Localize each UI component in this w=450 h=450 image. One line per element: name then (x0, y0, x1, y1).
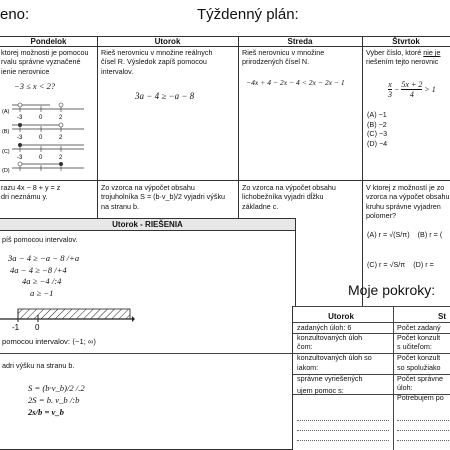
tick-a-3: 2 (59, 115, 63, 121)
pondelok-task1: ktorej možnosti je pomocou rvalu správne vyznačené ienie nerovnice (1, 48, 89, 76)
progress-col-utorok: Utorok (328, 312, 354, 321)
tick-b-1: -3 (17, 135, 23, 141)
tick-b-2: 0 (39, 135, 43, 141)
solution-title: Utorok - RIEŠENIA (0, 219, 295, 231)
number-line-options (0, 95, 96, 175)
tick-a-2: 0 (39, 115, 43, 121)
stvrtok-options (367, 110, 387, 148)
stvrtok-task2: V ktorej z možností je zo vzorca na výpočet obsahu kruhu správne vyjadren polomer? (366, 183, 450, 221)
streda-inequality: −4x + 4 − 2x − 4 < 2x − 2x − 1 (246, 78, 345, 87)
col-utorok: Utorok (154, 37, 181, 46)
solution-part2-intro: adri výšku na stranu b. (2, 361, 75, 370)
pondelok-inequality: −3 ≤ x < 2? (14, 81, 56, 91)
tick-c-3: 2 (59, 155, 63, 161)
progress-col-next: St (438, 312, 446, 321)
solution-steps: 3a − 4 ≥ −a − 8 /+a 4a − 4 ≥ −8 /+4 4a ≥ −4 /:4 a ≥ −1 (8, 253, 80, 298)
pondelok-task2: razu 4x − 8 + y = z dri neznámu y. (1, 183, 61, 202)
option-b-label: (B) (2, 129, 10, 135)
solution-panel (0, 218, 296, 450)
option-d-label: (D) (2, 168, 10, 174)
utorok-task2: Zo vzorca na výpočet obsahu trojuholníka S = (b·v_b)/2 vyjadri výšku na stranu b. (101, 183, 226, 211)
axis-label-minus-one: -1 (12, 323, 20, 331)
tick-a-1: -3 (17, 115, 23, 121)
option-b: (B) −2 (367, 119, 387, 129)
solution-interval: pomocou intervalov: ⟨−1; ∞) (2, 337, 96, 346)
progress-left-rows: zadaných úloh: 6 konzultovaných úloh čom: konzultovaných úloh so iakom: správne vyriešených ujem pomoc s: (297, 323, 372, 395)
col-streda: Streda (287, 37, 313, 46)
progress-title: Moje pokroky: (348, 282, 436, 298)
plan-title: Týždenný plán: (197, 6, 299, 23)
progress-panel (292, 282, 450, 450)
col-stvrtok: Štvrtok (392, 37, 420, 46)
utorok-task1: Rieš nerovnicu v množine reálnych čísel R. Výsledok zapíš pomocou intervalov. (101, 48, 213, 76)
solution-steps2: S = (b·v_b)/2 /.2 2S = b. v_b /:b 2s/b = v_b (28, 383, 85, 417)
tick-c-1: -3 (17, 155, 23, 161)
option-a: (A) −1 (367, 110, 387, 119)
solution-intro: píš pomocou intervalov. (2, 235, 78, 244)
col-pondelok: Pondelok (30, 37, 67, 46)
radius-option-d: (D) r = (413, 260, 434, 269)
stvrtok-task1: Vyber číslo, ktoré nie je riešením tejto nerovnic (366, 48, 441, 67)
streda-task1: Rieš nerovnicu v množine prirodzených čísel N. (242, 48, 325, 67)
tick-c-2: 0 (39, 155, 43, 161)
tick-b-3: 2 (59, 135, 63, 141)
option-d: (D) −4 (367, 138, 388, 148)
option-a-label: (A) (2, 109, 10, 115)
option-c-label: (C) (2, 149, 10, 155)
utorok-inequality: 3a − 4 ≥ −a − 8 (135, 91, 195, 101)
radius-option-c: (C) r = √S/π (367, 260, 406, 269)
stvrtok-inequality: $\frac{x}{3}$ − $\frac{5x + 2}{4}$ > 1 (388, 80, 436, 99)
streda-task2: Zo vzorca na výpočet obsahu lichobežníka vyjadri dĺžku základne c. (242, 183, 336, 211)
solution-number-line (0, 303, 135, 331)
progress-right-rows: Počet zadaný Počet konzult s učiteľom: Počet konzult so spolužiako Počet správne úloh: Potrebujem po (397, 323, 444, 403)
radius-option-b: (B) r = ( (417, 230, 443, 239)
axis-label-zero: 0 (35, 323, 40, 331)
stvrtok-radius-options (367, 230, 450, 270)
option-c: (C) −3 (367, 129, 388, 139)
radius-option-a: (A) r = √(S/π) (367, 230, 410, 239)
name-label: eno: (0, 6, 30, 23)
